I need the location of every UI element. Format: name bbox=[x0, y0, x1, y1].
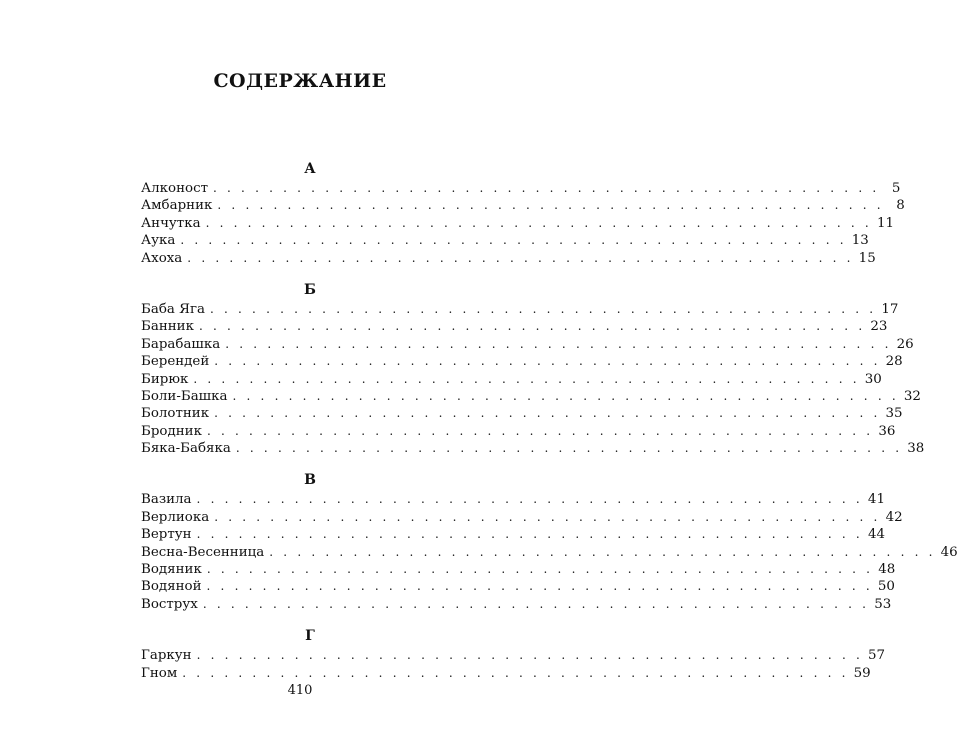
dot-leader: . . . . . . . . . . . . . . . . . . . . . . . . . . . . . . . . . . . . . . . . . . . . . . . . bbox=[196, 648, 863, 663]
toc-entry bbox=[141, 596, 892, 613]
entry-name: Амбарник bbox=[141, 198, 213, 214]
entry-page: 5 bbox=[891, 181, 901, 196]
toc-entry bbox=[141, 336, 914, 353]
entry-name: Ахоха bbox=[141, 250, 183, 266]
entry-page: 30 bbox=[864, 371, 882, 387]
toc-entry bbox=[141, 544, 958, 561]
dot-leader: . . . . . . . . . . . . . . . . . . . . . . . . . . . . . . . . . . . . . . . . . . . . . . . . bbox=[193, 371, 860, 386]
dot-leader: . . . . . . . . . . . . . . . . . . . . . . . . . . . . . . . . . . . . . . . . . . . . . . . . bbox=[206, 423, 874, 438]
dot-leader: . . . . . . . . . . . . . . . . . . . . . . . . . . . . . . . . . . . . . . . . . . . . . . . . bbox=[269, 544, 936, 559]
entry-name: Болотник bbox=[141, 406, 210, 422]
page-title: СОДЕРЖАНИЕ bbox=[213, 70, 387, 92]
toc-entry bbox=[141, 197, 905, 214]
entry-name: Водяной bbox=[141, 579, 202, 595]
dot-leader: . . . . . . . . . . . . . . . . . . . . . . . . . . . . . . . . . . . . . . . . . . . . . . . . bbox=[212, 181, 880, 195]
section-letter: Г bbox=[305, 628, 315, 645]
entry-page: 26 bbox=[896, 336, 914, 352]
dot-leader: . . . . . . . . . . . . . . . . . . . . . . . . . . . . . . . . . . . . . . . . . . . . . . . . bbox=[205, 215, 872, 230]
dot-leader: . . . . . . . . . . . . . . . . . . . . . . . . . . . . . . . . . . . . . . . . . . . . . . . . bbox=[196, 527, 863, 542]
entry-name: Банник bbox=[141, 319, 194, 335]
entry-name: Вострух bbox=[141, 596, 198, 612]
entry-name: Вазила bbox=[141, 492, 192, 508]
entry-page: 41 bbox=[867, 492, 885, 508]
toc-entry bbox=[141, 578, 895, 595]
entry-page: 28 bbox=[885, 354, 903, 370]
dot-leader: . . . . . . . . . . . . . . . . . . . . . . . . . . . . . . . . . . . . . . . . . . . . . . . . bbox=[196, 492, 863, 507]
toc-entry bbox=[141, 647, 886, 664]
dot-leader: . . . . . . . . . . . . . . . . . . . . . . . . . . . . . . . . . . . . . . . . . . . . . . . . bbox=[225, 336, 892, 351]
section-letter: А bbox=[304, 161, 316, 177]
entry-name: Водяник bbox=[141, 562, 202, 578]
entry-page: 38 bbox=[907, 441, 925, 457]
entry-page: 35 bbox=[885, 406, 903, 422]
toc-entry bbox=[141, 509, 903, 526]
entry-page: 23 bbox=[870, 319, 888, 335]
toc-entry bbox=[141, 371, 882, 388]
entry-name: Боли-Башка bbox=[141, 388, 228, 404]
toc-entry bbox=[141, 491, 885, 508]
section-letter: Б bbox=[304, 281, 316, 298]
entry-page: 17 bbox=[881, 301, 899, 317]
dot-leader: . . . . . . . . . . . . . . . . . . . . . . . . . . . . . . . . . . . . . . . . . . . . . . . . bbox=[209, 301, 877, 316]
dot-leader: . . . . . . . . . . . . . . . . . . . . . . . . . . . . . . . . . . . . . . . . . . . . . . . . bbox=[214, 354, 881, 369]
entry-page: 11 bbox=[876, 215, 894, 231]
entry-name: Верлиока bbox=[141, 509, 210, 525]
toc-entry bbox=[141, 561, 896, 578]
entry-name: Берендей bbox=[141, 354, 210, 370]
entry-name: Вертун bbox=[141, 527, 192, 543]
entry-name: Анчутка bbox=[141, 215, 201, 231]
table-of-contents bbox=[141, 158, 958, 682]
dot-leader: . . . . . . . . . . . . . . . . . . . . . . . . . . . . . . . . . . . . . . . . . . . . . . . . bbox=[214, 509, 881, 524]
entry-name: Гаркун bbox=[141, 648, 192, 664]
entry-page: 53 bbox=[874, 596, 892, 612]
entry-name: Бирюк bbox=[141, 371, 189, 387]
entry-page: 15 bbox=[858, 250, 876, 266]
section-gap bbox=[141, 613, 479, 625]
dot-leader: . . . . . . . . . . . . . . . . . . . . . . . . . . . . . . . . . . . . . . . . . . . . . . . . bbox=[214, 406, 881, 421]
section-gap bbox=[141, 267, 479, 279]
toc-entry bbox=[141, 405, 903, 422]
dot-leader: . . . . . . . . . . . . . . . . . . . . . . . . . . . . . . . . . . . . . . . . . . . . . . . . bbox=[217, 198, 884, 213]
entry-name: Аука bbox=[141, 233, 176, 249]
entry-page: 50 bbox=[877, 579, 895, 595]
toc-entry bbox=[141, 526, 885, 543]
entry-name: Гном bbox=[141, 665, 178, 681]
toc-entry bbox=[141, 665, 871, 682]
dot-leader: . . . . . . . . . . . . . . . . . . . . . . . . . . . . . . . . . . . . . . . . . . . . . . . . bbox=[206, 579, 873, 594]
entry-name: Баба Яга bbox=[141, 301, 205, 317]
page-number: 410 bbox=[287, 683, 313, 698]
dot-leader: . . . . . . . . . . . . . . . . . . . . . . . . . . . . . . . . . . . . . . . . . . . . . . . . bbox=[187, 250, 854, 265]
toc-entry bbox=[141, 301, 899, 318]
dot-leader: . . . . . . . . . . . . . . . . . . . . . . . . . . . . . . . . . . . . . . . . . . . . . . . . bbox=[202, 596, 870, 611]
toc-entry bbox=[141, 318, 888, 335]
toc-entry bbox=[141, 180, 901, 197]
section-gap bbox=[141, 457, 479, 469]
toc-entry bbox=[141, 440, 925, 457]
entry-name: Бяка-Бабяка bbox=[141, 441, 231, 457]
entry-page: 44 bbox=[867, 527, 885, 543]
entry-name: Бродник bbox=[141, 423, 202, 439]
dot-leader: . . . . . . . . . . . . . . . . . . . . . . . . . . . . . . . . . . . . . . . . . . . . . . . . bbox=[235, 441, 903, 456]
entry-page: 32 bbox=[903, 388, 921, 404]
dot-leader: . . . . . . . . . . . . . . . . . . . . . . . . . . . . . . . . . . . . . . . . . . . . . . . . bbox=[206, 562, 874, 577]
entry-page: 13 bbox=[851, 233, 869, 249]
entry-page: 59 bbox=[853, 665, 871, 681]
dot-leader: . . . . . . . . . . . . . . . . . . . . . . . . . . . . . . . . . . . . . . . . . . . . . . . . bbox=[180, 233, 847, 248]
dot-leader: . . . . . . . . . . . . . . . . . . . . . . . . . . . . . . . . . . . . . . . . . . . . . . . . bbox=[198, 319, 866, 334]
toc-entry bbox=[141, 250, 876, 267]
entry-page: 57 bbox=[867, 648, 886, 664]
dot-leader: . . . . . . . . . . . . . . . . . . . . . . . . . . . . . . . . . . . . . . . . . . . . . . . . bbox=[182, 665, 849, 680]
entry-page: 48 bbox=[878, 562, 896, 578]
entry-name: Весна-Весенница bbox=[141, 544, 265, 560]
toc-entry bbox=[141, 353, 903, 370]
entry-page: 46 bbox=[940, 544, 958, 560]
dot-leader: . . . . . . . . . . . . . . . . . . . . . . . . . . . . . . . . . . . . . . . . . . . . . . . . bbox=[232, 388, 899, 403]
entry-name: Алконост bbox=[141, 181, 208, 196]
entry-page: 36 bbox=[878, 423, 896, 439]
entry-page: 42 bbox=[885, 509, 903, 525]
section-letter: В bbox=[304, 472, 316, 489]
toc-entry bbox=[141, 232, 869, 249]
toc-entry bbox=[141, 215, 894, 232]
toc-entry bbox=[141, 388, 921, 405]
entry-page: 8 bbox=[896, 198, 905, 214]
toc-entry bbox=[141, 423, 896, 440]
entry-name: Барабашка bbox=[141, 336, 221, 352]
